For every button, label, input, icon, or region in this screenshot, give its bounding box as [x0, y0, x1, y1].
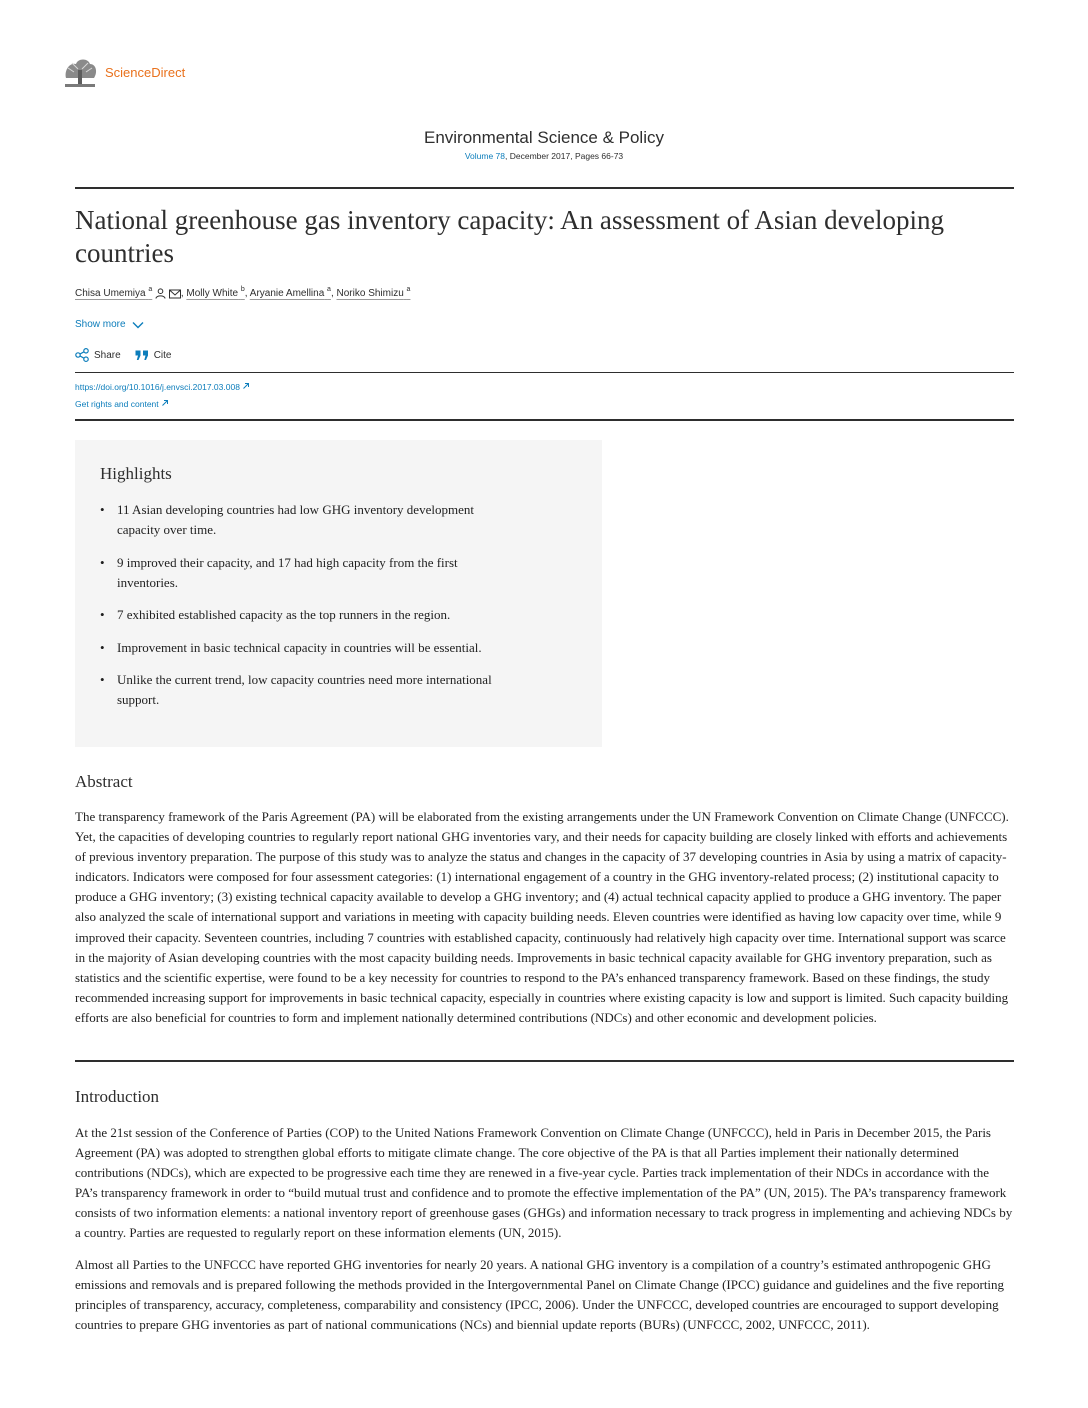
highlights-list: [100, 500, 520, 710]
article-title: National greenhouse gas inventory capacity: An assessment of Asian developing countries: [75, 205, 945, 268]
highlight-item: • Improvement in basic technical capacity in countries will be essential.: [100, 638, 520, 658]
journal-title[interactable]: Environmental Science & Policy: [423, 128, 664, 147]
chevron-down-icon: [132, 321, 144, 329]
journal-header: [0, 128, 1088, 161]
author-link[interactable]: Chisa Umemiya $^a$: [75, 286, 153, 300]
issue-info: , December 2017, Pages 66-73: [505, 151, 624, 161]
external-link-icon: [161, 399, 169, 407]
abstract-heading: Abstract: [75, 772, 133, 791]
highlights-box: [75, 440, 602, 747]
abstract-text: The transparency framework of the Paris Agreement (PA) will be elaborated from the existing arrangements under the UN Framework Convention on Climate Change (UNFCCC). Yet, the capacities of developing countries to regularly report national GHG inventories vary, and their needs for capacity building are closely linked with efforts and achievements of previous inventory preparation. The purpose of this study was to analyze the status and changes in the capacity of 37 developing countries in Asia by using a matrix of capacity-indicators. Indicators were composed for four assessment categories: (1) international engagement of a country in the GHG inventory-related process; (2) institutional capacity to produce a GHG inventory; (3) existing technical capacity available to develop a GHG inventory; and (4) actual technical capacity applied to produce a GHG inventory. The paper also analyzed the scale of international support and variations in meeting with capacity building needs. Eleven countries were identified as having low capacity over time, while 9 improved their capacity. Seventeen countries, including 7 countries with established capacity, continuously had relatively high capacity over time. International support was scarce in the majority of Asian developing countries with the most capacity building needs. Improvements in basic technical capacity available for GHG inventory preparation, such as statistics and the scientific expertise, were found to be a key necessity for countries to respond to the PA’s enhanced transparency framework. Based on these findings, the study recommended increasing support for improvements in basic technical capacity, especially in countries where existing capacity is low and support is limited. Such capacity building efforts are also beneficial for countries to form and implement nationally determined contributions (NDCs) and other economic and development policies.: [75, 809, 1009, 1025]
highlights-heading: Highlights: [100, 464, 172, 483]
introduction-heading: Introduction: [75, 1087, 160, 1106]
doi-link[interactable]: [75, 382, 250, 392]
body-paragraph: Almost all Parties to the UNFCCC have reported GHG inventories for nearly 20 years. A national GHG inventory is a compilation of a country’s estimated anthropogenic GHG emissions and removals and is prepared following the methods provided in the Intergovernmental Panel on Climate Change (IPCC) guidance and guidelines and the five reporting principles of transparency, accuracy, completeness, comparability and consistency (IPCC, 2006). Under the UNFCCC, developed countries are encouraged to support developing countries to prepare GHG inventories as part of national communications (NCs) and biennial update reports (BURs) (UNFCCC, 2002, UNFCCC, 2011).: [75, 1257, 1005, 1333]
share-button[interactable]: [75, 348, 121, 362]
body-paragraph: At the 21st session of the Conference of Parties (COP) to the United Nations Framework Convention on Climate Change (UNFCCC), held in Paris in December 2015, the Paris Agreement (PA) was adopted to strengthen global efforts to mitigate climate change. The core objective of the PA is that all Parties implement their nationally determined contributions (NDCs), which are expected to be progressive each time they are renewed in a five-year cycle. Parties track implementation of their NDCs in accordance with the PA’s transparency framework in order to “build mutual trust and confidence and to promote the effective implementation of the PA” (UN, 2015). The PA’s transparency framework consists of two information elements: a national inventory report of greenhouse gases (GHGs) and information necessary to track progress in implementing and achieving NDCs by a country. Parties are requested to regularly report on these information elements (UN, 2015).: [75, 1125, 1013, 1241]
email-icon[interactable]: [169, 289, 181, 299]
elsevier-tree-icon: [62, 56, 98, 88]
author-link[interactable]: Molly White $^b$: [186, 286, 245, 300]
journal-meta: [0, 151, 1088, 161]
abstract-divider: [75, 1060, 1014, 1062]
highlight-item: • 11 Asian developing countries had low GHG inventory development capacity over time.: [100, 500, 520, 540]
cite-button[interactable]: [135, 350, 172, 361]
person-icon[interactable]: [155, 288, 166, 299]
doi-text: https://doi.org/10.1016/j.envsci.2017.03.008: [75, 382, 240, 392]
share-label: Share: [94, 349, 121, 361]
rights-link[interactable]: [75, 399, 169, 409]
rights-text: Get rights and content: [75, 399, 159, 409]
volume-link[interactable]: Volume 78: [464, 151, 506, 161]
quote-icon: [135, 350, 149, 361]
actions-divider: [75, 372, 1014, 373]
author-link[interactable]: Noriko Shimizu $^a$: [336, 286, 411, 300]
affiliation-mark: a: [148, 286, 153, 293]
highlight-item: • Unlike the current trend, low capacity countries need more international support.: [100, 670, 520, 710]
show-more-button[interactable]: [75, 319, 144, 330]
sciencedirect-logo[interactable]: [62, 56, 185, 88]
article-actions: [75, 348, 185, 362]
author-list: Chisa Umemiya $^a$ , Molly White $^b$, Aryanie Amellina $^a$, Noriko Shimizu $^a$: [75, 286, 411, 300]
header-divider: [75, 187, 1014, 189]
show-more-label: Show more: [75, 319, 126, 330]
brand-name: ScienceDirect: [105, 64, 186, 80]
affiliation-mark: a: [327, 286, 331, 293]
author-link[interactable]: Aryanie Amellina $^a$: [249, 286, 331, 300]
highlight-item: • 9 improved their capacity, and 17 had high capacity from the first inventories.: [100, 553, 520, 593]
cite-label: Cite: [153, 349, 172, 361]
affiliation-mark: a: [406, 286, 411, 293]
external-link-icon: [242, 382, 250, 390]
meta-divider: [75, 419, 1014, 421]
affiliation-mark: b: [240, 286, 245, 293]
highlight-item: • 7 exhibited established capacity as the top runners in the region.: [100, 605, 520, 625]
share-icon: [75, 348, 89, 362]
